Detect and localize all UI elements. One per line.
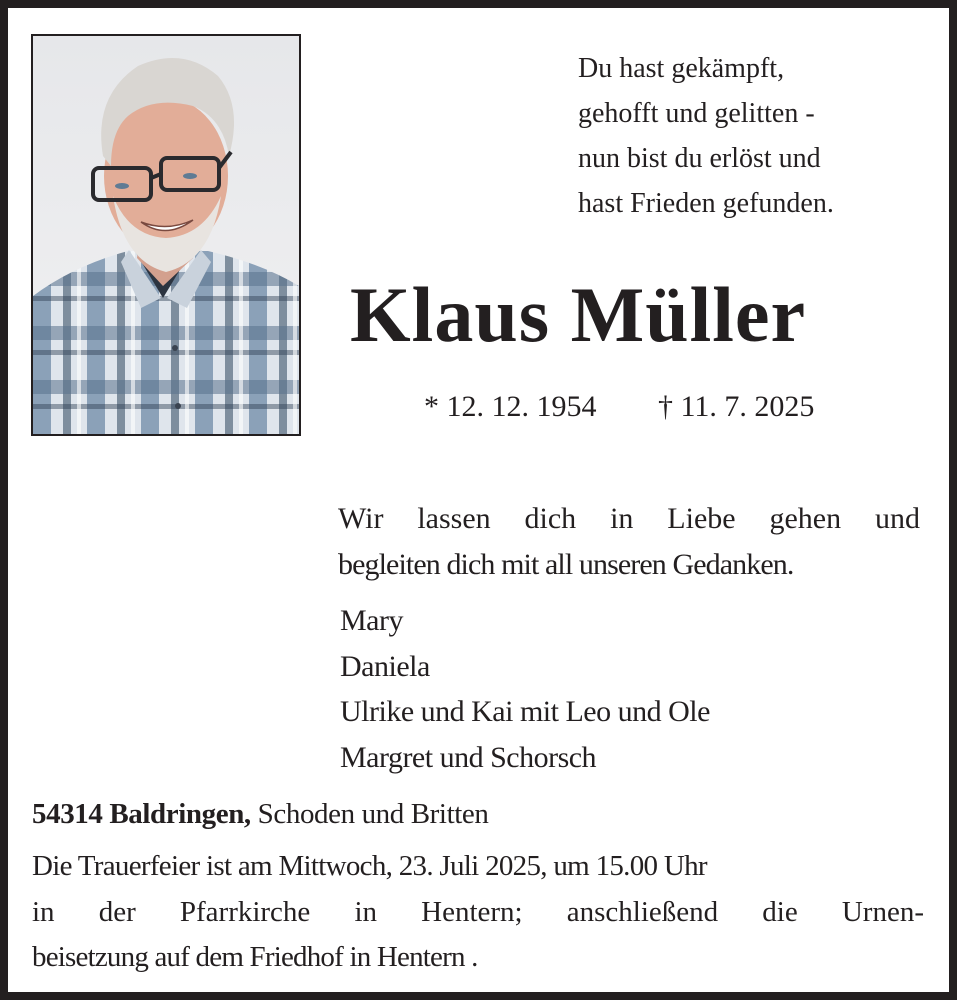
poem-line: nun bist du erlöst und: [578, 143, 821, 174]
poem: [578, 46, 834, 226]
mourner: Daniela: [340, 649, 430, 683]
farewell-line: Wir lassen dich in Liebe gehen und: [338, 502, 920, 535]
service-line: in der Pfarrkirche in Hentern; anschließend die Urnen-: [32, 895, 924, 928]
location-secondary: Schoden und Britten: [250, 798, 489, 830]
location-primary: 54314 Baldringen,: [32, 798, 251, 830]
mourner: Margret und Schorsch: [340, 740, 597, 774]
farewell-line: begleiten dich mit all unseren Gedanken.: [338, 548, 794, 581]
mourner: Ulrike und Kai mit Leo und Ole: [340, 695, 710, 728]
service-line: beisetzung auf dem Friedhof in Hentern .: [32, 941, 478, 973]
poem-line: hast Frieden gefunden.: [578, 188, 834, 219]
poem-line: gehofft und gelitten -: [578, 98, 815, 129]
portrait-photo: [31, 34, 301, 436]
obituary-notice: [8, 8, 949, 992]
portrait-image: [33, 36, 299, 434]
service-line: Die Trauerfeier ist am Mittwoch, 23. Juli 2025, um 15.00 Uhr: [32, 850, 707, 882]
mourners-list: [340, 598, 710, 780]
location-line: [32, 798, 488, 831]
birth-date: * 12. 12. 1954: [424, 390, 597, 423]
funeral-service-info: [32, 844, 924, 981]
farewell-text: [338, 496, 920, 588]
poem-line: Du hast gekämpft,: [578, 53, 785, 84]
mourner: Mary: [340, 604, 403, 637]
deceased-name: Klaus Müller: [350, 271, 807, 358]
death-date: † 11. 7. 2025: [658, 390, 815, 423]
